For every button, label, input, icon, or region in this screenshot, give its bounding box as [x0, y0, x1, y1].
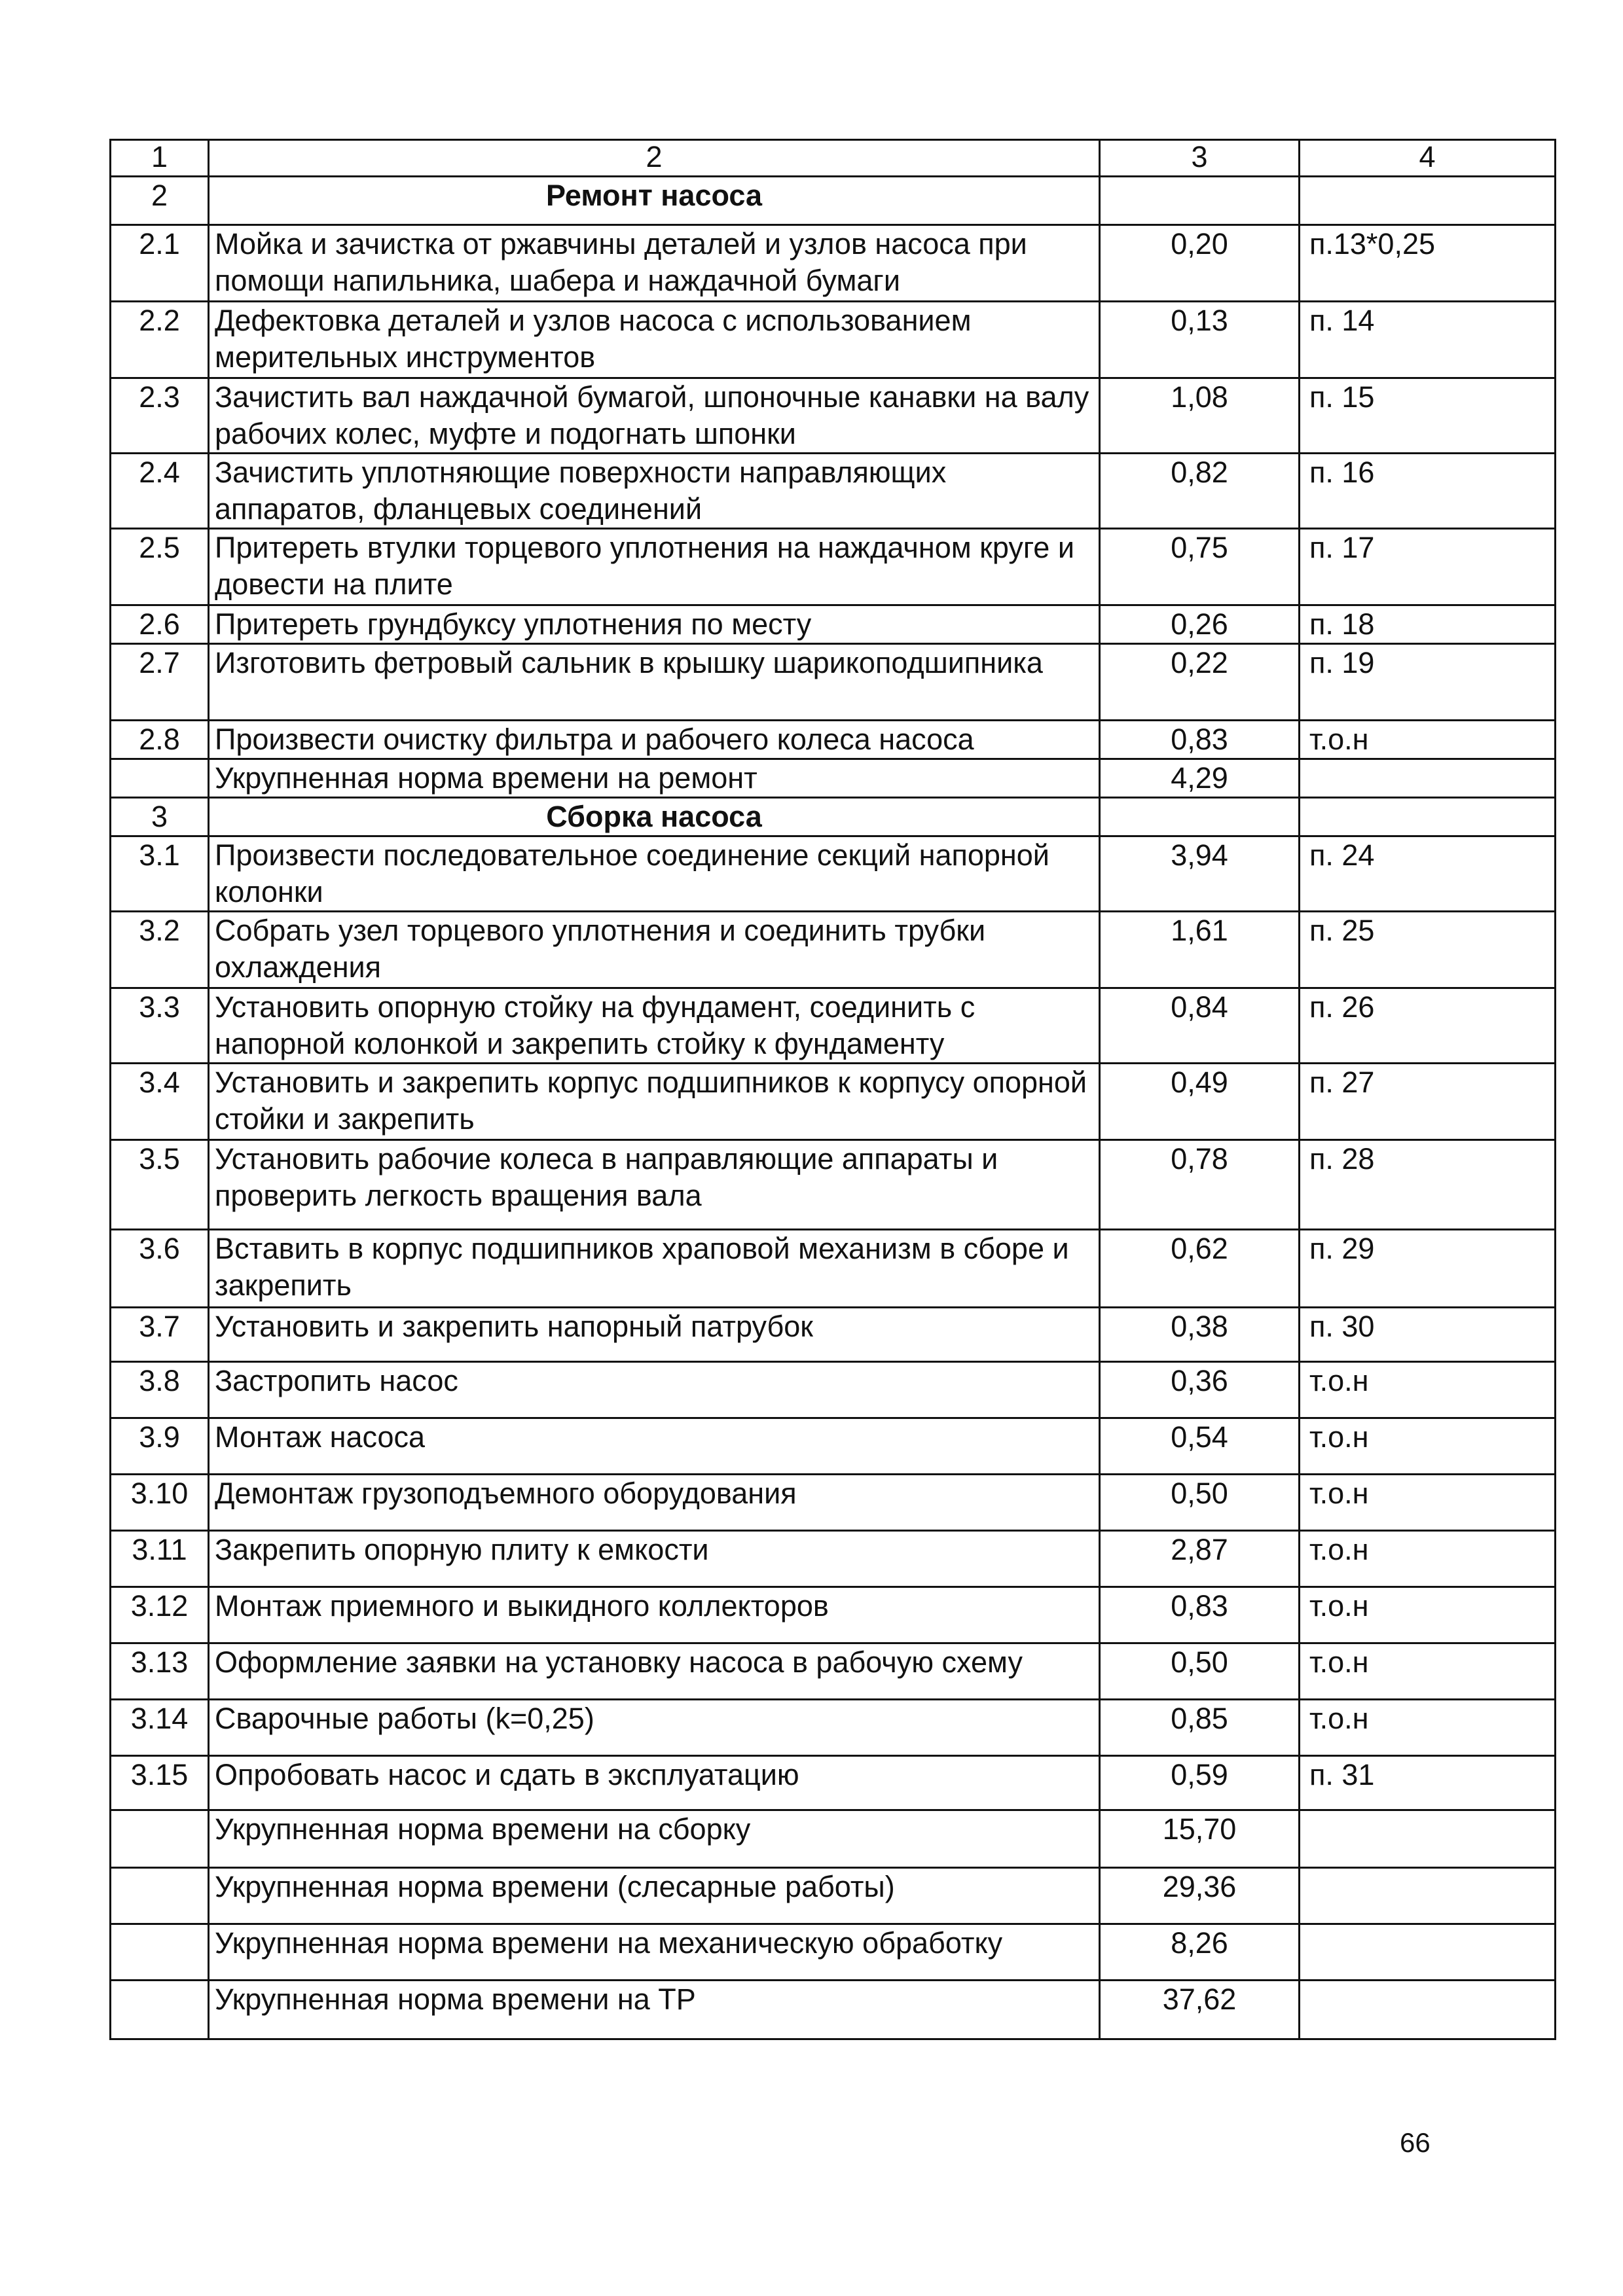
table-row	[111, 1064, 1556, 1140]
row-value: 1,08	[1100, 378, 1300, 454]
row-reference	[1300, 798, 1556, 836]
row-number	[111, 1924, 209, 1981]
table-row	[111, 1981, 1556, 2039]
table-header-row	[111, 140, 1556, 177]
row-value: 0,50	[1100, 1475, 1300, 1531]
row-number	[111, 759, 209, 798]
table-row	[111, 378, 1556, 454]
row-value	[1100, 177, 1300, 225]
table-row	[111, 529, 1556, 605]
row-reference	[1300, 1981, 1556, 2039]
row-number: 3	[111, 798, 209, 836]
row-number: 2.4	[111, 454, 209, 529]
row-number: 3.6	[111, 1230, 209, 1308]
table-row	[111, 1140, 1556, 1230]
row-description: Демонтаж грузоподъемного оборудования	[209, 1475, 1100, 1531]
row-reference: п.13*0,25	[1300, 225, 1556, 302]
row-description: Сборка насоса	[209, 798, 1100, 836]
table-row	[111, 1418, 1556, 1475]
row-value: 0,26	[1100, 605, 1300, 644]
table-row	[111, 225, 1556, 302]
row-description: Монтаж приемного и выкидного коллекторов	[209, 1587, 1100, 1643]
table-row	[111, 759, 1556, 798]
row-number: 3.3	[111, 988, 209, 1064]
row-description: Застропить насос	[209, 1362, 1100, 1418]
row-reference: п. 31	[1300, 1756, 1556, 1810]
row-reference: п. 29	[1300, 1230, 1556, 1308]
row-value	[1100, 798, 1300, 836]
row-description: Опробовать насос и сдать в эксплуатацию	[209, 1756, 1100, 1810]
row-value: 0,50	[1100, 1643, 1300, 1700]
row-value: 0,59	[1100, 1756, 1300, 1810]
table-row	[111, 605, 1556, 644]
row-number: 2.3	[111, 378, 209, 454]
row-number: 3.13	[111, 1643, 209, 1700]
row-number: 3.1	[111, 836, 209, 912]
row-reference: п. 26	[1300, 988, 1556, 1064]
row-reference: п. 28	[1300, 1140, 1556, 1230]
row-description: Монтаж насоса	[209, 1418, 1100, 1475]
row-value: 0,49	[1100, 1064, 1300, 1140]
row-description: Установить рабочие колеса в направляющие аппараты и проверить легкость вращения вала	[209, 1140, 1100, 1230]
table-row	[111, 1643, 1556, 1700]
row-number	[111, 1868, 209, 1924]
row-value: 0,82	[1100, 454, 1300, 529]
row-description: Укрупненная норма времени на сборку	[209, 1810, 1100, 1868]
row-value: 3,94	[1100, 836, 1300, 912]
table-row	[111, 1700, 1556, 1756]
row-description: Зачистить уплотняющие поверхности направляющих аппаратов, фланцевых соединений	[209, 454, 1100, 529]
table-row	[111, 454, 1556, 529]
row-value: 37,62	[1100, 1981, 1300, 2039]
row-description: Установить и закрепить корпус подшипников к корпусу опорной стойки и закрепить	[209, 1064, 1100, 1140]
row-number: 3.2	[111, 912, 209, 988]
row-reference	[1300, 1868, 1556, 1924]
row-description: Вставить в корпус подшипников храповой механизм в сборе и закрепить	[209, 1230, 1100, 1308]
table-row	[111, 1868, 1556, 1924]
row-reference: п. 15	[1300, 378, 1556, 454]
table-row	[111, 644, 1556, 721]
table-row	[111, 988, 1556, 1064]
table-row	[111, 721, 1556, 759]
row-reference: п. 30	[1300, 1308, 1556, 1362]
page-number: 66	[1400, 2127, 1431, 2158]
table-row	[111, 912, 1556, 988]
row-number	[111, 1810, 209, 1868]
row-description: Укрупненная норма времени на ТР	[209, 1981, 1100, 2039]
row-reference: т.о.н	[1300, 1700, 1556, 1756]
row-number: 2.1	[111, 225, 209, 302]
table-row	[111, 1362, 1556, 1418]
row-number: 3.9	[111, 1418, 209, 1475]
table-row	[111, 836, 1556, 912]
row-number: 3.15	[111, 1756, 209, 1810]
row-value: 0,62	[1100, 1230, 1300, 1308]
row-reference: п. 25	[1300, 912, 1556, 988]
row-description: Укрупненная норма времени (слесарные работы)	[209, 1868, 1100, 1924]
table-row	[111, 1475, 1556, 1531]
row-number: 2.7	[111, 644, 209, 721]
row-description: Оформление заявки на установку насоса в рабочую схему	[209, 1643, 1100, 1700]
row-number: 3.4	[111, 1064, 209, 1140]
row-value: 0,78	[1100, 1140, 1300, 1230]
row-value: 15,70	[1100, 1810, 1300, 1868]
row-number: 2.2	[111, 302, 209, 378]
row-reference: п. 16	[1300, 454, 1556, 529]
row-description: Установить и закрепить напорный патрубок	[209, 1308, 1100, 1362]
table-row	[111, 1924, 1556, 1981]
section-row	[111, 177, 1556, 225]
row-reference: т.о.н	[1300, 1475, 1556, 1531]
row-reference	[1300, 759, 1556, 798]
row-number: 3.12	[111, 1587, 209, 1643]
header-cell: 1	[111, 140, 209, 177]
row-number: 3.10	[111, 1475, 209, 1531]
row-number	[111, 1981, 209, 2039]
section-row	[111, 798, 1556, 836]
row-reference: п. 17	[1300, 529, 1556, 605]
row-number: 3.7	[111, 1308, 209, 1362]
row-value: 0,36	[1100, 1362, 1300, 1418]
row-reference	[1300, 1924, 1556, 1981]
table-row	[111, 1531, 1556, 1587]
table-row	[111, 1756, 1556, 1810]
row-value: 1,61	[1100, 912, 1300, 988]
row-value: 0,13	[1100, 302, 1300, 378]
table-row	[111, 1587, 1556, 1643]
row-number: 2.6	[111, 605, 209, 644]
row-description: Ремонт насоса	[209, 177, 1100, 225]
row-value: 0,75	[1100, 529, 1300, 605]
row-description: Установить опорную стойку на фундамент, соединить с напорной колонкой и закрепить стойку к фундаменту	[209, 988, 1100, 1064]
row-description: Укрупненная норма времени на ремонт	[209, 759, 1100, 798]
row-reference: п. 24	[1300, 836, 1556, 912]
row-reference: т.о.н	[1300, 1643, 1556, 1700]
row-number: 2.8	[111, 721, 209, 759]
table-row	[111, 1810, 1556, 1868]
row-value: 0,85	[1100, 1700, 1300, 1756]
row-description: Собрать узел торцевого уплотнения и соединить трубки охлаждения	[209, 912, 1100, 988]
row-description: Изготовить фетровый сальник в крышку шарикоподшипника	[209, 644, 1100, 721]
row-value: 0,54	[1100, 1418, 1300, 1475]
row-reference: п. 19	[1300, 644, 1556, 721]
row-description: Мойка и зачистка от ржавчины деталей и узлов насоса при помощи напильника, шабера и наждачной бумаги	[209, 225, 1100, 302]
table-row	[111, 1230, 1556, 1308]
table-row	[111, 302, 1556, 378]
row-reference: т.о.н	[1300, 1362, 1556, 1418]
row-reference: т.о.н	[1300, 721, 1556, 759]
row-value: 8,26	[1100, 1924, 1300, 1981]
table-row	[111, 1308, 1556, 1362]
row-number: 3.14	[111, 1700, 209, 1756]
row-value: 0,22	[1100, 644, 1300, 721]
row-value: 0,38	[1100, 1308, 1300, 1362]
row-reference	[1300, 1810, 1556, 1868]
header-cell: 3	[1100, 140, 1300, 177]
row-reference: п. 14	[1300, 302, 1556, 378]
row-description: Дефектовка деталей и узлов насоса с использованием мерительных инструментов	[209, 302, 1100, 378]
row-description: Закрепить опорную плиту к емкости	[209, 1531, 1100, 1587]
row-reference: п. 18	[1300, 605, 1556, 644]
row-number: 2	[111, 177, 209, 225]
row-number: 2.5	[111, 529, 209, 605]
row-value: 0,83	[1100, 1587, 1300, 1643]
row-number: 3.11	[111, 1531, 209, 1587]
row-value: 2,87	[1100, 1531, 1300, 1587]
header-cell: 4	[1300, 140, 1556, 177]
row-description: Зачистить вал наждачной бумагой, шпоночные канавки на валу рабочих колес, муфте и подогнать шпонки	[209, 378, 1100, 454]
row-description: Произвести последовательное соединение секций напорной колонки	[209, 836, 1100, 912]
row-reference: п. 27	[1300, 1064, 1556, 1140]
row-value: 0,83	[1100, 721, 1300, 759]
row-value: 4,29	[1100, 759, 1300, 798]
row-description: Притереть втулки торцевого уплотнения на наждачном круге и довести на плите	[209, 529, 1100, 605]
row-value: 29,36	[1100, 1868, 1300, 1924]
row-reference: т.о.н	[1300, 1531, 1556, 1587]
row-value: 0,84	[1100, 988, 1300, 1064]
row-description: Укрупненная норма времени на механическую обработку	[209, 1924, 1100, 1981]
row-value: 0,20	[1100, 225, 1300, 302]
row-reference: т.о.н	[1300, 1587, 1556, 1643]
row-description: Притереть грундбуксу уплотнения по месту	[209, 605, 1100, 644]
row-reference: т.о.н	[1300, 1418, 1556, 1475]
row-description: Сварочные работы (k=0,25)	[209, 1700, 1100, 1756]
row-description: Произвести очистку фильтра и рабочего колеса насоса	[209, 721, 1100, 759]
row-number: 3.5	[111, 1140, 209, 1230]
header-cell: 2	[209, 140, 1100, 177]
row-reference	[1300, 177, 1556, 225]
norms-table	[109, 139, 1556, 2040]
row-number: 3.8	[111, 1362, 209, 1418]
